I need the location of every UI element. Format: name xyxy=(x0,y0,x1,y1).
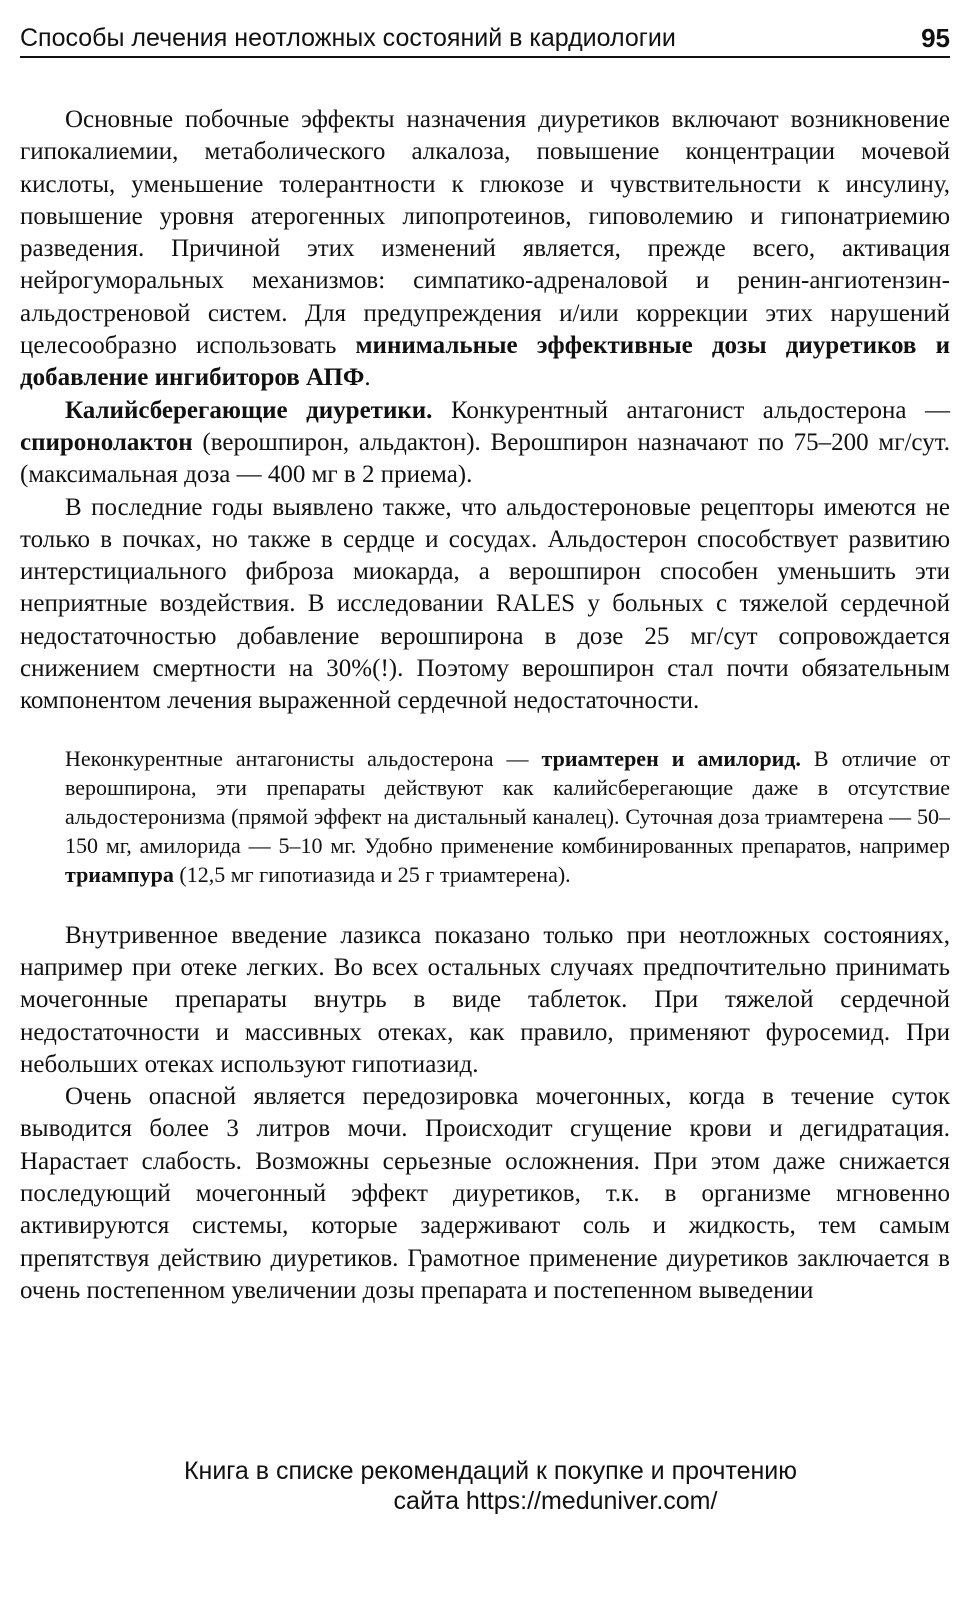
paragraph-aldosterone-receptors xyxy=(20,492,950,718)
page-number: 95 xyxy=(921,23,950,53)
paragraph-lasix xyxy=(20,920,950,1081)
watermark-line: сайта https://meduniver.com/ xyxy=(393,1487,718,1515)
emphasis-text: минимальные эффективные дозы диуретиков и добавление ингибиторов АПФ xyxy=(20,332,950,392)
emphasis-text: триамтерен и амилорид. xyxy=(541,745,801,771)
paragraph-text: (верошпирон, альдактон). Верошпирон назначают по 75–200 мг/сут. (максимальная доза — 400 мг в 2 приема). xyxy=(20,428,950,489)
emphasis-text: спиронолактон xyxy=(20,428,193,456)
paragraph-text: Конкурентный антагонист альдостерона — xyxy=(432,396,950,424)
paragraph-potassium-sparing xyxy=(20,395,950,492)
running-header xyxy=(20,22,950,58)
page-body xyxy=(20,104,950,1307)
paragraph-text: (12,5 мг гипотиазида и 25 г триамтерена). xyxy=(173,862,571,888)
watermark-line: Книга в списке рекомендаций к покупке и прочтению xyxy=(183,1457,798,1485)
paragraph-text: Внутривенное введение лазикса показано только при неотложных состояниях, например при отеке легких. Во всех остальных случаях предпочтительно принимать мочегонные препараты внутрь в виде таблеток. При тяжелой сердечной недостаточности и массивных отеках, как правило, применяют фуросемид. При небольших отеках используют гипотиазид. xyxy=(20,921,950,1078)
paragraph-text: Очень опасной является передозировка мочегонных, когда в течение суток выводится более 3 литров мочи. Происходит сгущение крови и дегидратация. Нарастает слабость. Возможны серьезные осложнения. При этом даже снижается последующий мочегонный эффект диуретиков, т.к. в организме мгновенно активируются системы, которые задерживают соль и жидкость, тем самым препятствуя действию диуретиков. Грамотное применение диуретиков заключается в очень постепенном увеличении дозы препарата и постепенном выведении xyxy=(20,1083,950,1304)
paragraph-text: Основные побочные эффекты назначения диуретиков включают возникновение гипокалиемии, метаболического алкалоза, повышение концентрации мочевой кислоты, уменьшение толерантности к глюкозе и чувствительности к инсулину, повышение уровня атерогенных липопротеинов, гиповолемию и гипонатриемию разведения. Причиной этих изменений является, прежде всего, активация нейрогуморальных механизмов: симпатико-адреналовой и ренин-ангиотензин-альдостреновой систем. Для предупреждения и/или коррекции этих нарушений целесообразно использовать xyxy=(20,106,950,360)
paragraph-overdose xyxy=(20,1081,950,1307)
paragraph-text: В отличие от верошпирона, эти препараты действуют как калийсберегающие даже в отсутствие альдостеронизма (прямой эффект на дистальный каналец). Суточная доза триамтерена — 50–150 мг, амилорида — 5–10 мг. Удобно применение комбинированных препаратов, например xyxy=(65,745,950,859)
emphasis-text: триампура xyxy=(65,862,174,888)
running-title: Способы лечения неотложных состояний в кардиологии xyxy=(20,24,676,52)
note-noncompetitive-antagonists xyxy=(65,744,950,890)
paragraph-side-effects xyxy=(20,104,950,395)
emphasis-text: Калийсберегающие диуретики. xyxy=(65,396,433,424)
watermark xyxy=(0,1456,971,1516)
paragraph-text: Неконкурентные антагонисты альдостерона — xyxy=(65,745,542,771)
paragraph-text: . xyxy=(364,364,371,392)
paragraph-text: В последние годы выявлено также, что альдостероновые рецепторы имеются не только в почках, но также в сердце и сосудах. Альдостерон способствует развитию интерстициального фиброза миокарда, а верошпирон способен уменьшить эти неприятные воздействия. В исследовании RALES у больных с тяжелой сердечной недостаточностью добавление верошпирона в дозе 25 мг/сут сопровождается снижением смертности на 30%(!). Поэтому верошпирон стал почти обязательным компонентом лечения выраженной сердечной недостаточности. xyxy=(20,493,950,715)
